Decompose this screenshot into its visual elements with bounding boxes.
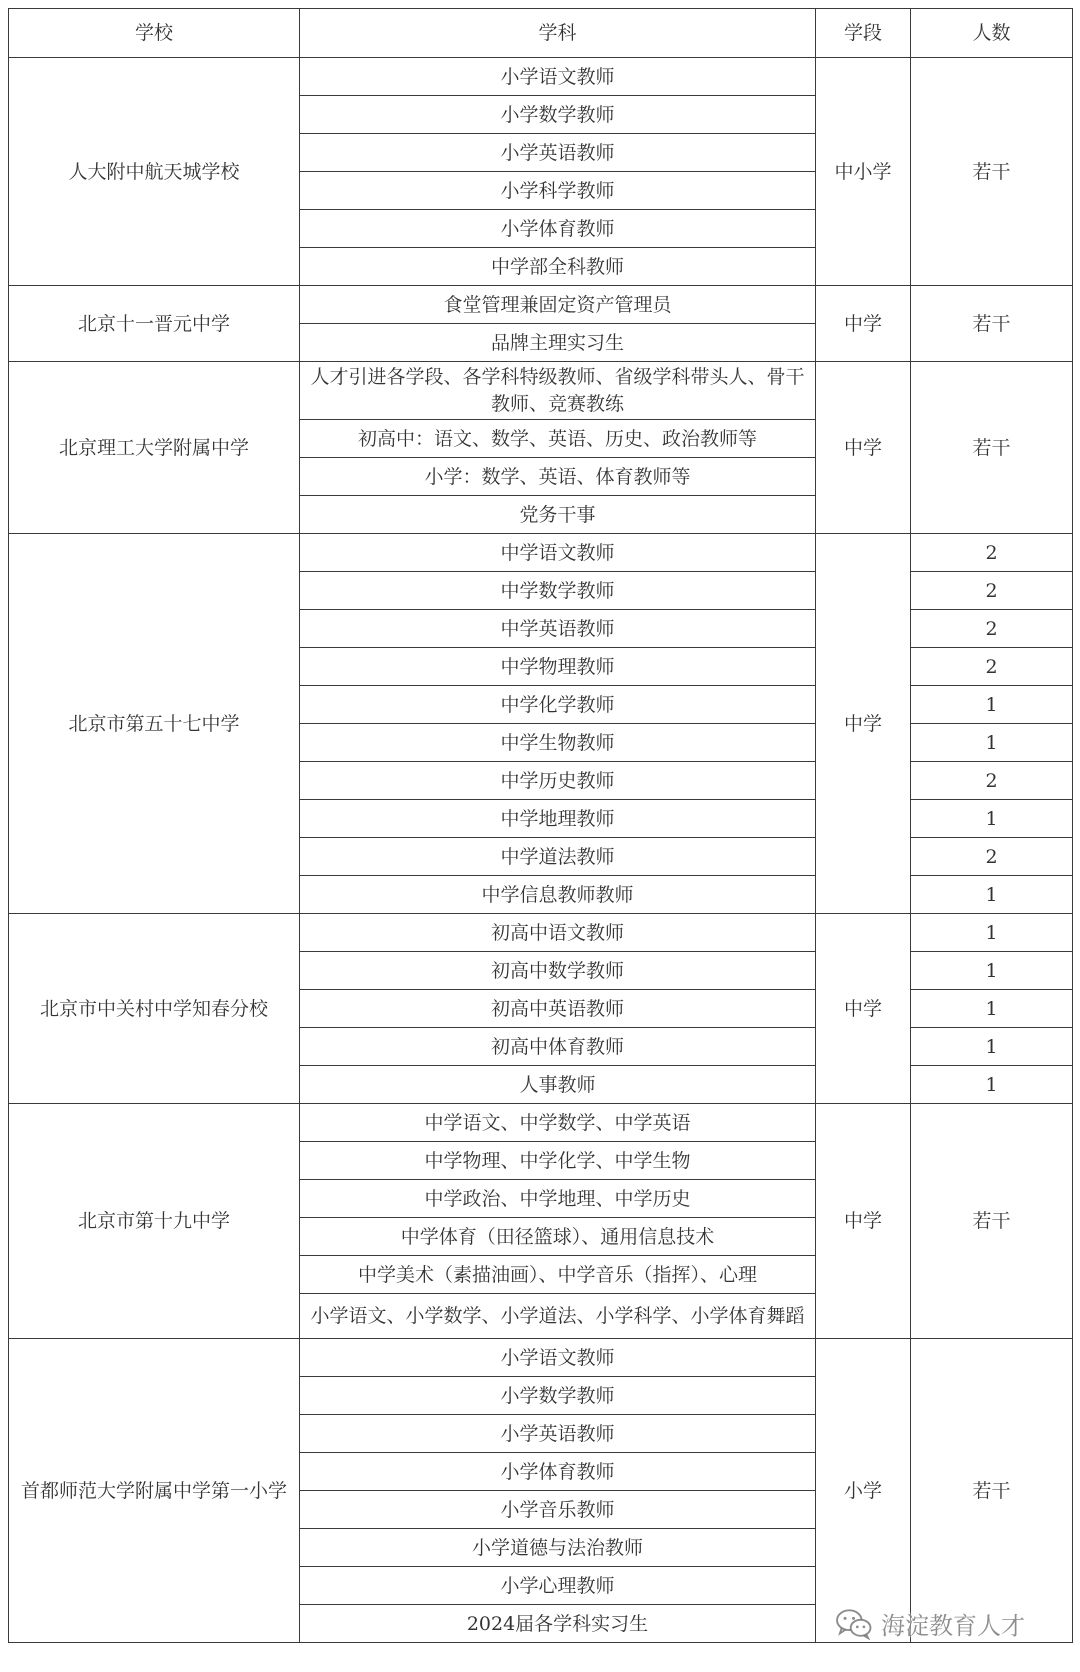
count-cell: 2: [911, 534, 1073, 572]
subject-cell: 中学历史教师: [300, 762, 816, 800]
subject-cell: 人事教师: [300, 1066, 816, 1104]
school-name: 北京理工大学附属中学: [9, 362, 300, 534]
level-cell: 中学: [816, 914, 911, 1104]
subject-cell: 品牌主理实习生: [300, 324, 816, 362]
subject-cell: 中学语文教师: [300, 534, 816, 572]
school-name: 首都师范大学附属中学第一小学: [9, 1339, 300, 1643]
count-cell: 1: [911, 800, 1073, 838]
subject-cell: 初高中语文教师: [300, 914, 816, 952]
subject-cell: 中学物理教师: [300, 648, 816, 686]
subject-cell: 初高中英语教师: [300, 990, 816, 1028]
school-name: 北京十一晋元中学: [9, 286, 300, 362]
count-cell: 1: [911, 990, 1073, 1028]
subject-cell: 中学语文、中学数学、中学英语: [300, 1104, 816, 1142]
count-cell: 2: [911, 572, 1073, 610]
subject-cell: 小学体育教师: [300, 210, 816, 248]
subject-cell: 小学英语教师: [300, 134, 816, 172]
subject-cell: 小学数学教师: [300, 96, 816, 134]
subject-cell: 中学生物教师: [300, 724, 816, 762]
level-cell: 中小学: [816, 58, 911, 286]
header-school: 学校: [9, 9, 300, 58]
level-cell: 小学: [816, 1339, 911, 1643]
count-cell: 1: [911, 686, 1073, 724]
subject-cell: 小学音乐教师: [300, 1491, 816, 1529]
subject-cell: 初高中数学教师: [300, 952, 816, 990]
subject-cell: 人才引进各学段、各学科特级教师、省级学科带头人、骨干教师、竞赛教练: [300, 362, 816, 420]
school-name: 人大附中航天城学校: [9, 58, 300, 286]
header-count: 人数: [911, 9, 1073, 58]
subject-cell: 中学体育（田径篮球）、通用信息技术: [300, 1218, 816, 1256]
table-row: [9, 534, 1073, 572]
subject-cell: 中学道法教师: [300, 838, 816, 876]
subject-cell: 小学：数学、英语、体育教师等: [300, 458, 816, 496]
subject-cell: 小学体育教师: [300, 1453, 816, 1491]
subject-cell: 食堂管理兼固定资产管理员: [300, 286, 816, 324]
header-row: [9, 9, 1073, 58]
recruitment-table: [8, 8, 1073, 1643]
school-name: 北京市中关村中学知春分校: [9, 914, 300, 1104]
recruitment-table-container: [8, 8, 1072, 1643]
subject-cell: 小学英语教师: [300, 1415, 816, 1453]
count-cell: 1: [911, 876, 1073, 914]
count-cell: 若干: [911, 58, 1073, 286]
subject-cell: 小学心理教师: [300, 1567, 816, 1605]
subject-cell: 小学科学教师: [300, 172, 816, 210]
table-row: [9, 286, 1073, 324]
subject-cell: 小学语文教师: [300, 1339, 816, 1377]
count-cell: 若干: [911, 362, 1073, 534]
level-cell: 中学: [816, 362, 911, 534]
subject-cell: 中学物理、中学化学、中学生物: [300, 1142, 816, 1180]
subject-cell: 小学道德与法治教师: [300, 1529, 816, 1567]
count-cell: 1: [911, 952, 1073, 990]
count-cell: 1: [911, 724, 1073, 762]
wechat-icon: [835, 1608, 873, 1640]
subject-cell: 中学信息教师教师: [300, 876, 816, 914]
header-subject: 学科: [300, 9, 816, 58]
count-cell: 2: [911, 610, 1073, 648]
table-row: [9, 914, 1073, 952]
subject-cell: 初高中：语文、数学、英语、历史、政治教师等: [300, 420, 816, 458]
watermark: [835, 1606, 1025, 1641]
table-row: [9, 58, 1073, 96]
subject-cell: 中学部全科教师: [300, 248, 816, 286]
count-cell: 若干: [911, 1104, 1073, 1339]
level-cell: 中学: [816, 1104, 911, 1339]
level-cell: 中学: [816, 534, 911, 914]
count-cell: 2: [911, 838, 1073, 876]
count-cell: 1: [911, 914, 1073, 952]
subject-cell: 党务干事: [300, 496, 816, 534]
school-name: 北京市第五十七中学: [9, 534, 300, 914]
subject-cell: 小学语文、小学数学、小学道法、小学科学、小学体育舞蹈: [300, 1294, 816, 1339]
subject-cell: 中学地理教师: [300, 800, 816, 838]
subject-cell: 中学美术（素描油画）、中学音乐（指挥）、心理: [300, 1256, 816, 1294]
count-cell: 2: [911, 762, 1073, 800]
school-name: 北京市第十九中学: [9, 1104, 300, 1339]
subject-cell: 中学英语教师: [300, 610, 816, 648]
watermark-text: 海淀教育人才: [881, 1612, 1025, 1640]
subject-cell: 2024届各学科实习生: [300, 1605, 816, 1643]
subject-cell: 中学化学教师: [300, 686, 816, 724]
subject-cell: 中学政治、中学地理、中学历史: [300, 1180, 816, 1218]
table-row: [9, 1104, 1073, 1142]
count-cell: 2: [911, 648, 1073, 686]
subject-cell: 中学数学教师: [300, 572, 816, 610]
level-cell: 中学: [816, 286, 911, 362]
count-cell: 若干: [911, 286, 1073, 362]
count-cell: 若干: [911, 1339, 1073, 1643]
subject-cell: 初高中体育教师: [300, 1028, 816, 1066]
header-level: 学段: [816, 9, 911, 58]
count-cell: 1: [911, 1028, 1073, 1066]
subject-cell: 小学语文教师: [300, 58, 816, 96]
count-cell: 1: [911, 1066, 1073, 1104]
table-row: [9, 362, 1073, 420]
table-row: [9, 1339, 1073, 1377]
subject-cell: 小学数学教师: [300, 1377, 816, 1415]
